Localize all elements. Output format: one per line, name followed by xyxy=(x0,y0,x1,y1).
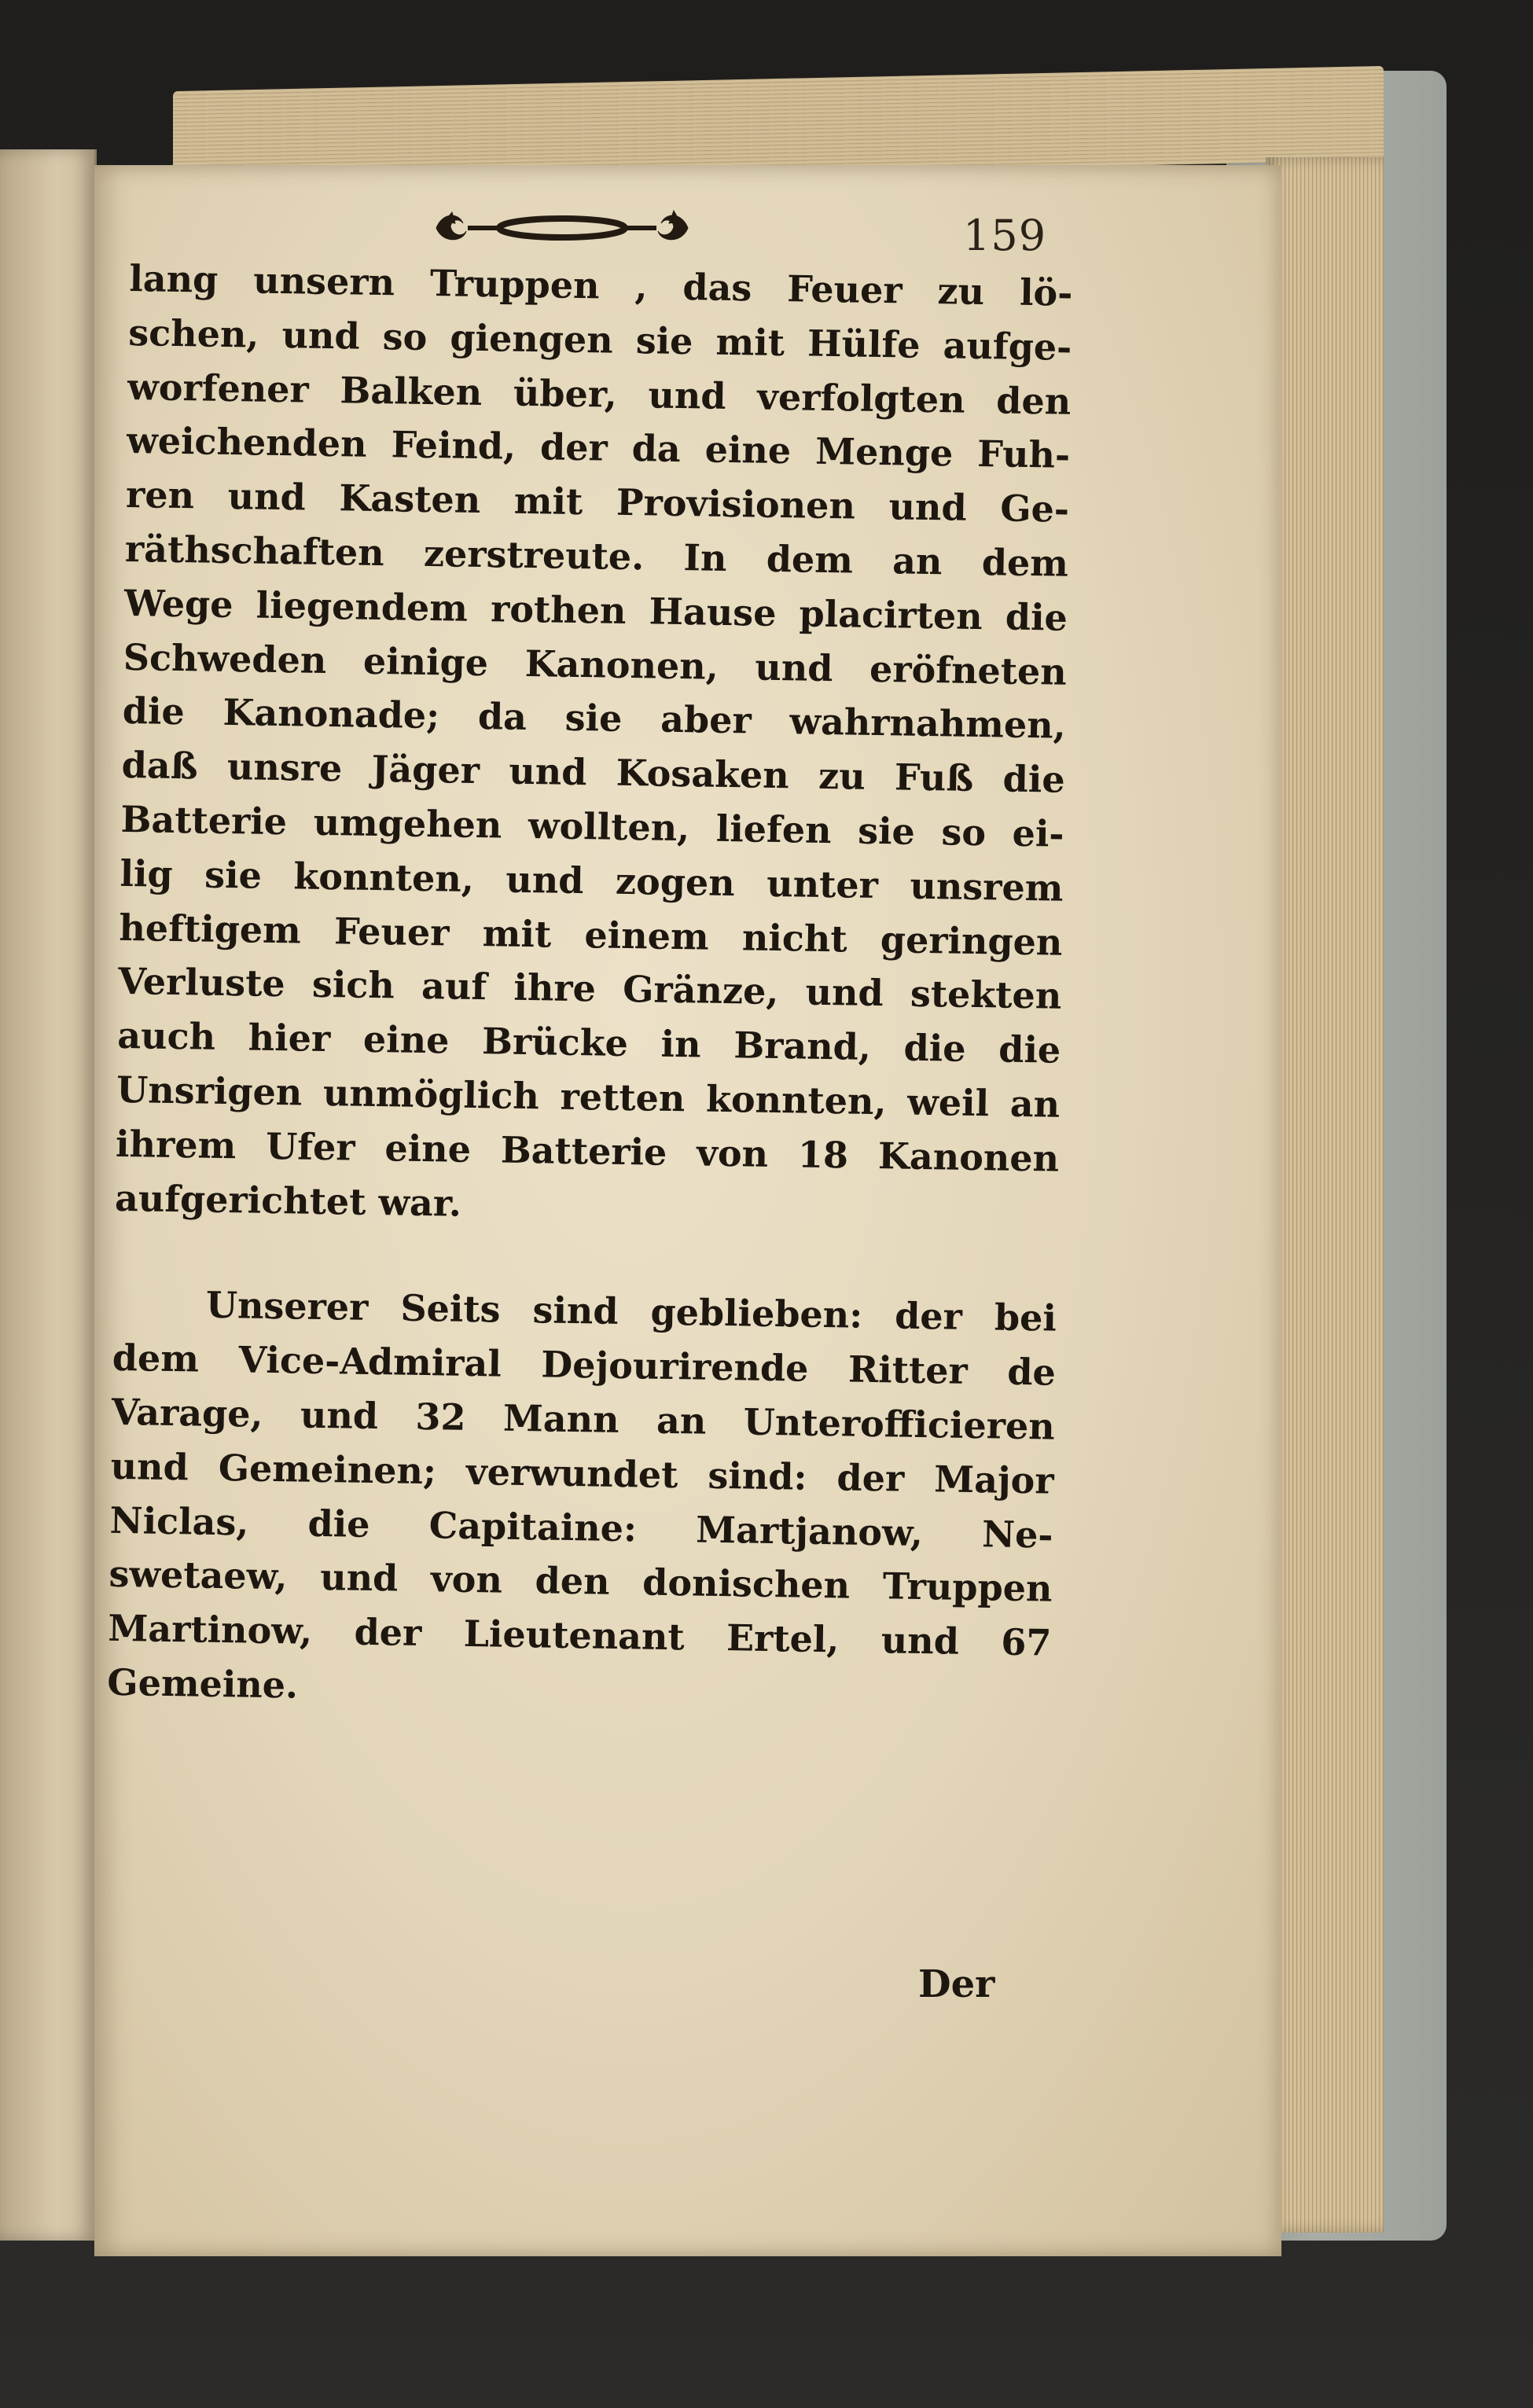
text-line: die Kanonade; da sie aber wahrnahmen, xyxy=(122,689,1067,748)
page-text xyxy=(107,252,1073,1724)
text-line: räthschaften zerstreute. In dem an dem xyxy=(124,527,1069,585)
text-line: auch hier eine Brücke in Brand, die die xyxy=(116,1014,1061,1072)
text-line: Schweden einige Kanonen, und eröfneten xyxy=(123,635,1068,693)
text-line: schen, und so giengen sie mit Hülfe aufge- xyxy=(127,311,1072,369)
text-line: lig sie konnten, und zogen unter unsrem xyxy=(119,851,1064,910)
text-line: daß unsre Jäger und Kosaken zu Fuß die xyxy=(121,744,1066,801)
text-line: und Gemeinen; verwundet sind: der Major xyxy=(110,1444,1055,1502)
page-edges-right xyxy=(1266,157,1384,2233)
text-line: Gemeine. xyxy=(106,1660,299,1707)
paragraph-1 xyxy=(115,252,1073,1240)
text-line: Varage, und 32 Mann an Unterofficieren xyxy=(111,1390,1056,1448)
text-line: Unsrigen unmöglich retten konnten, weil an xyxy=(116,1068,1061,1126)
text-line: Unserer Seits sind geblieben: der bei xyxy=(205,1284,1057,1340)
text-line: lang unsern Truppen , das Feuer zu lö- xyxy=(129,256,1073,314)
text-line: swetaew, und von den donischen Truppen xyxy=(108,1553,1053,1610)
previous-page-edge xyxy=(0,149,97,2241)
text-line: Martinow, der Lieutenant Ertel, und 67 xyxy=(108,1606,1052,1664)
text-line: dem Vice-Admiral Dejourirende Ritter de xyxy=(112,1336,1057,1394)
text-line: Verluste sich auf ihre Gränze, und stekten xyxy=(117,960,1062,1018)
text-line: weichenden Feind, der da eine Menge Fuh- xyxy=(126,419,1071,477)
paragraph-2 xyxy=(107,1277,1057,1724)
text-line: Wege liegendem rothen Hause placirten die xyxy=(123,581,1068,639)
page-number: 159 xyxy=(963,211,1047,260)
text-line: worfener Balken über, und verfolgten den xyxy=(127,365,1072,423)
text-line: ihrem Ufer eine Batterie von 18 Kanonen xyxy=(115,1122,1060,1180)
text-line: heftigem Feuer mit einem nicht geringen xyxy=(119,906,1063,964)
header-ornament-icon xyxy=(428,204,696,252)
text-line: ren und Kasten mit Provisionen und Ge- xyxy=(125,473,1070,531)
text-line: Niclas, die Capitaine: Martjanow, Ne- xyxy=(109,1498,1053,1557)
text-line: aufgerichtet war. xyxy=(114,1176,462,1225)
catchword: Der xyxy=(918,1962,995,2006)
text-line: Batterie umgehen wollten, liefen sie so ei- xyxy=(120,797,1064,855)
